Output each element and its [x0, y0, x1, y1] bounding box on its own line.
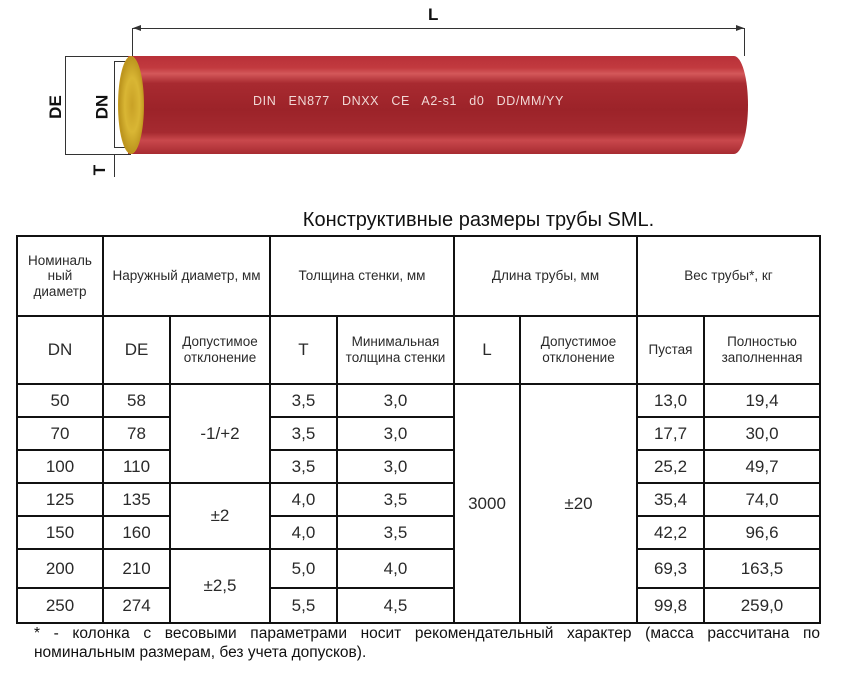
cell-t: 3,5	[270, 450, 337, 483]
cell-de: 78	[103, 417, 170, 450]
cell-length-tolerance: ±20	[520, 384, 637, 623]
cell-de: 160	[103, 516, 170, 549]
cell-de-tolerance: -1/+2	[170, 384, 270, 483]
subheader-de: DE	[103, 316, 170, 384]
cell-dn: 50	[17, 384, 103, 417]
cell-full-weight: 19,4	[704, 384, 820, 417]
cell-full-weight: 74,0	[704, 483, 820, 516]
cell-empty-weight: 42,2	[637, 516, 704, 549]
cell-empty-weight: 17,7	[637, 417, 704, 450]
cell-de-tolerance: ±2,5	[170, 549, 270, 623]
cell-de: 58	[103, 384, 170, 417]
cell-empty-weight: 13,0	[637, 384, 704, 417]
cell-t-min: 3,5	[337, 516, 454, 549]
subheader-dn: DN	[17, 316, 103, 384]
subheader-de-tolerance: Допустимое отклонение	[170, 316, 270, 384]
cell-t-min: 3,0	[337, 384, 454, 417]
cell-t-min: 4,0	[337, 549, 454, 588]
pipe-opening	[118, 56, 144, 154]
table-row	[17, 384, 820, 417]
table-row	[17, 588, 820, 623]
cell-dn: 70	[17, 417, 103, 450]
subheader-full-weight: Полностью заполненная	[704, 316, 820, 384]
length-dimension-line	[132, 28, 744, 29]
de-extension-bottom	[65, 154, 131, 155]
header-pipe-length: Длина трубы, мм	[454, 236, 637, 316]
cell-empty-weight: 35,4	[637, 483, 704, 516]
table-row	[17, 450, 820, 483]
cell-length: 3000	[454, 384, 520, 623]
cell-full-weight: 163,5	[704, 549, 820, 588]
subheader-t: T	[270, 316, 337, 384]
cell-dn: 150	[17, 516, 103, 549]
table-row	[17, 483, 820, 516]
cell-t: 5,0	[270, 549, 337, 588]
cell-t-min: 3,5	[337, 483, 454, 516]
subheader-t-min: Минимальная толщина стенки	[337, 316, 454, 384]
header-outer-diameter: Наружный диаметр, мм	[103, 236, 270, 316]
table-row	[17, 417, 820, 450]
length-label: L	[428, 5, 439, 24]
t-dimension-line	[114, 155, 115, 177]
cell-t: 4,0	[270, 483, 337, 516]
cell-t: 3,5	[270, 384, 337, 417]
header-wall-thickness: Толщина стенки, мм	[270, 236, 454, 316]
de-label: DE	[45, 95, 65, 119]
length-extension-right	[744, 28, 745, 56]
cell-full-weight: 49,7	[704, 450, 820, 483]
table-row	[17, 549, 820, 588]
dn-dimension-line	[114, 61, 115, 147]
pipe-dimensions-table	[16, 235, 821, 624]
table-sub-header-row	[17, 316, 820, 384]
cell-de-tolerance: ±2	[170, 483, 270, 549]
cell-t-min: 4,5	[337, 588, 454, 623]
cell-t: 4,0	[270, 516, 337, 549]
cell-t: 3,5	[270, 417, 337, 450]
cell-empty-weight: 69,3	[637, 549, 704, 588]
pipe-diagram	[0, 0, 847, 200]
cell-de: 135	[103, 483, 170, 516]
arrow-left-icon	[133, 25, 141, 31]
header-pipe-weight: Вес трубы*, кг	[637, 236, 820, 316]
cell-full-weight: 30,0	[704, 417, 820, 450]
cell-dn: 200	[17, 549, 103, 588]
cell-dn: 125	[17, 483, 103, 516]
cell-dn: 250	[17, 588, 103, 623]
pipe-marking-text: DIN EN877 DNXX CE A2-s1 d0 DD/MM/YY	[253, 94, 564, 108]
page-title: Конструктивные размеры трубы SML.	[302, 209, 655, 231]
cell-de: 274	[103, 588, 170, 623]
t-label: T	[90, 164, 110, 176]
cell-t: 5,5	[270, 588, 337, 623]
cell-t-min: 3,0	[337, 450, 454, 483]
cell-full-weight: 259,0	[704, 588, 820, 623]
dn-label: DN	[92, 94, 112, 120]
table-row	[17, 516, 820, 549]
arrow-right-icon	[736, 25, 744, 31]
cell-t-min: 3,0	[337, 417, 454, 450]
cell-empty-weight: 99,8	[637, 588, 704, 623]
subheader-l: L	[454, 316, 520, 384]
length-extension-left	[132, 28, 133, 56]
cell-de: 210	[103, 549, 170, 588]
cell-dn: 100	[17, 450, 103, 483]
cell-full-weight: 96,6	[704, 516, 820, 549]
cell-empty-weight: 25,2	[637, 450, 704, 483]
cell-de: 110	[103, 450, 170, 483]
subheader-empty-weight: Пустая	[637, 316, 704, 384]
de-extension-top	[65, 56, 131, 57]
footnote: * - колонка с весовыми параметрами носит рекомендательный характер (масса рассчитана по номинальным размерам, без учета допусков).	[34, 625, 820, 661]
table-group-header-row	[17, 236, 820, 316]
subheader-l-tolerance: Допустимое отклонение	[520, 316, 637, 384]
header-nominal-diameter: Номиналь ный диаметр	[17, 236, 103, 316]
